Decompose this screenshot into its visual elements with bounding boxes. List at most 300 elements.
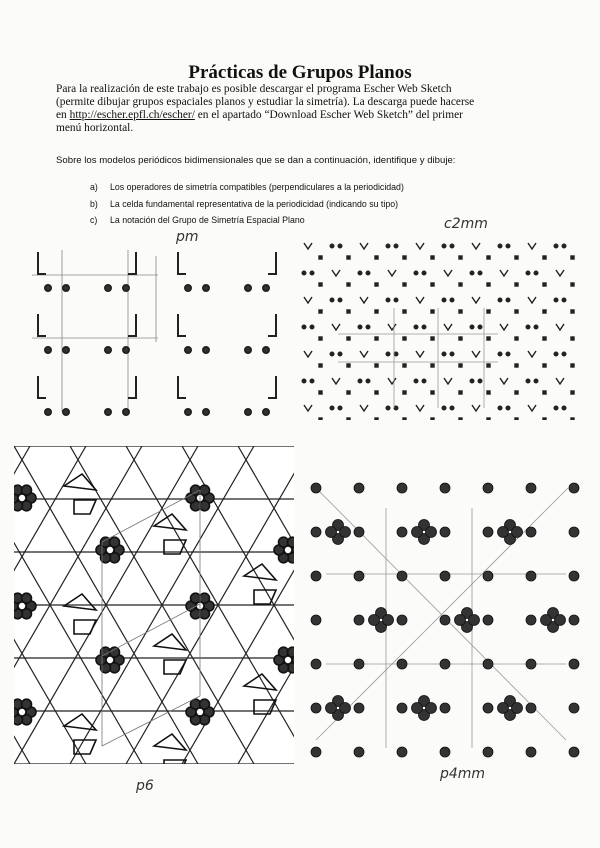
square-motif [375, 418, 378, 420]
handwritten-label-p4mm: p4mm [440, 766, 486, 782]
square-motif [543, 391, 546, 394]
dot-motif [311, 615, 321, 625]
v-motif [556, 324, 564, 330]
flower-petal [512, 527, 523, 538]
dot-motif [569, 571, 579, 581]
dot-motif [123, 409, 129, 415]
v-motif [332, 270, 340, 276]
intro-text: en [56, 109, 67, 121]
dot-motif [414, 379, 418, 383]
square-motif [431, 391, 434, 394]
dot-motif [440, 483, 450, 493]
dot-motif [442, 244, 446, 248]
square-motif [487, 310, 490, 313]
dot-motif [569, 483, 579, 493]
dot-motif [526, 571, 536, 581]
dot-motif [263, 285, 269, 291]
v-motif [444, 324, 452, 330]
square-motif [375, 337, 378, 340]
square-motif [543, 256, 546, 259]
dot-motif [397, 571, 407, 581]
dot-motif [562, 298, 566, 302]
bracket-motif [38, 252, 46, 274]
dot-motif [534, 325, 538, 329]
item-label: c) [90, 215, 98, 225]
dot-motif [526, 527, 536, 537]
dot-motif [526, 747, 536, 757]
v-motif [388, 270, 396, 276]
bracket-motif [128, 252, 136, 274]
item-label: a) [90, 182, 98, 192]
dot-motif [569, 527, 579, 537]
square-motif [487, 337, 490, 340]
square-motif [515, 310, 518, 313]
bracket-motif [268, 376, 276, 398]
v-motif [416, 243, 424, 249]
bracket-motif [128, 376, 136, 398]
square-motif [375, 256, 378, 259]
square-motif [347, 418, 350, 420]
list-item [90, 179, 404, 196]
v-motif [556, 270, 564, 276]
task-list [90, 179, 404, 229]
dot-motif [422, 325, 426, 329]
square-motif [403, 283, 406, 286]
dot-motif [354, 747, 364, 757]
rosette-center [106, 656, 114, 664]
square-motif [403, 310, 406, 313]
dot-motif [394, 352, 398, 356]
v-motif [360, 405, 368, 411]
v-motif [360, 243, 368, 249]
dot-motif [245, 409, 251, 415]
dot-motif [554, 298, 558, 302]
square-motif [571, 391, 574, 394]
v-motif [500, 270, 508, 276]
square-motif [403, 337, 406, 340]
square-motif [459, 391, 462, 394]
dot-motif [302, 379, 306, 383]
dot-motif [386, 298, 390, 302]
dot-motif [302, 325, 306, 329]
square-motif [375, 310, 378, 313]
v-motif [304, 351, 312, 357]
dot-motif [440, 703, 450, 713]
dot-motif [498, 352, 502, 356]
square-motif [459, 256, 462, 259]
dot-motif [245, 285, 251, 291]
v-motif [444, 378, 452, 384]
bracket-motif [268, 314, 276, 336]
dot-motif [562, 352, 566, 356]
instruction-text: Sobre los modelos periódicos bidimensionales que se dan a continuación, identifique y dibuje: [56, 155, 456, 166]
bracket-motif [128, 314, 136, 336]
dot-motif [105, 409, 111, 415]
dot-motif [483, 747, 493, 757]
dot-motif [483, 527, 493, 537]
dot-motif [311, 483, 321, 493]
square-motif [431, 364, 434, 367]
dot-motif [506, 352, 510, 356]
dot-motif [354, 483, 364, 493]
v-motif [472, 243, 480, 249]
square-motif [543, 283, 546, 286]
dot-motif [397, 659, 407, 669]
square-motif [347, 364, 350, 367]
v-motif [304, 297, 312, 303]
bracket-motif [178, 252, 186, 274]
flower-petal [383, 615, 394, 626]
v-motif [416, 405, 424, 411]
dot-motif [506, 298, 510, 302]
dot-motif [185, 347, 191, 353]
square-motif [319, 391, 322, 394]
dot-motif [526, 271, 530, 275]
square-motif [515, 283, 518, 286]
item-text: La notación del Grupo de Simetría Espacial Plano [110, 215, 305, 225]
dot-motif [534, 379, 538, 383]
pattern-p6 [14, 446, 294, 764]
square-motif [347, 310, 350, 313]
dot-motif [414, 271, 418, 275]
dot-motif [483, 483, 493, 493]
dot-motif [338, 298, 342, 302]
dot-motif [394, 406, 398, 410]
rosette-center [284, 656, 292, 664]
dot-motif [442, 406, 446, 410]
dot-motif [105, 347, 111, 353]
dot-motif [470, 325, 474, 329]
dot-motif [498, 406, 502, 410]
dot-motif [506, 244, 510, 248]
dot-motif [338, 406, 342, 410]
dot-motif [450, 244, 454, 248]
square-motif [571, 364, 574, 367]
dot-motif [263, 347, 269, 353]
flower-petal [426, 527, 437, 538]
square-motif [487, 391, 490, 394]
intro-line: (permite dibujar grupos espaciales planos y estudiar la simetría). La descarga puede hacerse [56, 96, 475, 108]
dot-motif [185, 409, 191, 415]
dot-motif [554, 352, 558, 356]
dot-motif [330, 406, 334, 410]
dot-motif [354, 659, 364, 669]
dot-motif [185, 285, 191, 291]
dot-motif [478, 379, 482, 383]
dot-motif [526, 379, 530, 383]
handwritten-label-pm: pm [176, 229, 199, 245]
square-motif [431, 418, 434, 420]
v-motif [304, 243, 312, 249]
dot-motif [562, 406, 566, 410]
dot-motif [397, 527, 407, 537]
flower-petal [469, 615, 480, 626]
dot-motif [263, 409, 269, 415]
v-motif [360, 297, 368, 303]
dot-motif [483, 659, 493, 669]
v-motif [332, 324, 340, 330]
rosette-center [106, 546, 114, 554]
dot-motif [311, 747, 321, 757]
square-motif [459, 283, 462, 286]
item-text: La celda fundamental representativa de la periodicidad (indicando su tipo) [110, 198, 399, 209]
dot-motif [203, 409, 209, 415]
square-motif [571, 283, 574, 286]
dot-motif [354, 571, 364, 581]
dot-motif [330, 244, 334, 248]
square-motif [515, 337, 518, 340]
dot-motif [534, 271, 538, 275]
flower-petal [326, 527, 337, 538]
dot-motif [366, 379, 370, 383]
dot-motif [554, 244, 558, 248]
square-motif [403, 418, 406, 420]
dot-motif [478, 325, 482, 329]
square-motif [487, 364, 490, 367]
dot-motif [440, 615, 450, 625]
flower-petal [412, 703, 423, 714]
dot-motif [440, 747, 450, 757]
square-motif [375, 364, 378, 367]
dot-motif [123, 347, 129, 353]
dot-motif [450, 298, 454, 302]
pattern-p4mm [306, 478, 584, 762]
square-motif [487, 283, 490, 286]
dot-motif [483, 571, 493, 581]
dot-motif [386, 406, 390, 410]
v-motif [528, 405, 536, 411]
dot-motif [330, 352, 334, 356]
square-motif [515, 256, 518, 259]
square-motif [375, 391, 378, 394]
dot-motif [440, 659, 450, 669]
flower-petal [541, 615, 552, 626]
dot-motif [506, 406, 510, 410]
rosette-center [18, 708, 26, 716]
square-motif [543, 337, 546, 340]
dot-motif [397, 483, 407, 493]
dot-motif [386, 244, 390, 248]
flower-petal [369, 615, 380, 626]
dot-motif [354, 615, 364, 625]
v-motif [332, 378, 340, 384]
square-motif [319, 283, 322, 286]
flower-petal [455, 615, 466, 626]
square-motif [403, 256, 406, 259]
dot-motif [358, 325, 362, 329]
dot-motif [442, 298, 446, 302]
dot-motif [358, 271, 362, 275]
dot-motif [63, 409, 69, 415]
page-title: Prácticas de Grupos Planos [188, 62, 412, 83]
square-motif [431, 337, 434, 340]
v-motif [388, 324, 396, 330]
dot-motif [526, 703, 536, 713]
v-motif [304, 405, 312, 411]
dot-motif [354, 703, 364, 713]
dot-motif [203, 285, 209, 291]
bracket-motif [38, 376, 46, 398]
flower-petal [340, 703, 351, 714]
dot-motif [394, 244, 398, 248]
dot-motif [478, 271, 482, 275]
v-motif [416, 297, 424, 303]
dot-motif [422, 271, 426, 275]
dot-motif [483, 615, 493, 625]
dot-motif [450, 406, 454, 410]
square-motif [459, 310, 462, 313]
dot-motif [105, 285, 111, 291]
dot-motif [440, 527, 450, 537]
square-motif [403, 364, 406, 367]
escher-link[interactable]: http://escher.epfl.ch/escher/ [69, 109, 195, 121]
v-motif [556, 378, 564, 384]
square-motif [543, 418, 546, 420]
bracket-motif [268, 252, 276, 274]
square-motif [431, 256, 434, 259]
dot-motif [358, 379, 362, 383]
dot-motif [422, 379, 426, 383]
handwritten-label-p6: p6 [136, 778, 154, 794]
v-motif [388, 378, 396, 384]
intro-line [56, 109, 550, 122]
square-motif [319, 310, 322, 313]
square-motif [487, 256, 490, 259]
dot-motif [245, 347, 251, 353]
dot-motif [498, 244, 502, 248]
list-item [90, 196, 404, 213]
dot-motif [414, 325, 418, 329]
dot-motif [123, 285, 129, 291]
flower-petal [512, 703, 523, 714]
dot-motif [394, 298, 398, 302]
pattern-c2mm [298, 238, 582, 420]
v-motif [500, 324, 508, 330]
v-motif [500, 378, 508, 384]
dot-motif [45, 285, 51, 291]
square-motif [571, 418, 574, 420]
square-motif [515, 418, 518, 420]
dot-motif [483, 703, 493, 713]
dot-motif [526, 659, 536, 669]
dot-motif [311, 571, 321, 581]
v-motif [472, 405, 480, 411]
item-label: b) [90, 198, 98, 209]
v-motif [360, 351, 368, 357]
v-motif [528, 351, 536, 357]
dot-motif [526, 325, 530, 329]
bracket-motif [178, 376, 186, 398]
bracket-motif [38, 314, 46, 336]
square-motif [347, 391, 350, 394]
square-motif [571, 256, 574, 259]
dot-motif [526, 615, 536, 625]
square-motif [543, 310, 546, 313]
dot-motif [397, 615, 407, 625]
square-motif [515, 364, 518, 367]
dot-motif [45, 347, 51, 353]
v-motif [472, 297, 480, 303]
square-motif [347, 283, 350, 286]
square-motif [403, 391, 406, 394]
dot-motif [310, 325, 314, 329]
dot-motif [311, 527, 321, 537]
flower-petal [555, 615, 566, 626]
dot-motif [397, 747, 407, 757]
bracket-motif [178, 314, 186, 336]
dot-motif [450, 352, 454, 356]
rosette-center [284, 546, 292, 554]
dot-motif [442, 352, 446, 356]
square-motif [319, 364, 322, 367]
flower-petal [498, 527, 509, 538]
dot-motif [45, 409, 51, 415]
square-motif [319, 418, 322, 420]
list-item [90, 212, 404, 229]
dot-motif [63, 347, 69, 353]
dot-motif [386, 352, 390, 356]
rosette-center [196, 708, 204, 716]
square-motif [543, 364, 546, 367]
square-motif [319, 256, 322, 259]
flower-petal [326, 703, 337, 714]
item-text: Los operadores de simetría compatibles (perpendiculares a la periodicidad) [110, 182, 404, 192]
dot-motif [470, 271, 474, 275]
v-motif [444, 270, 452, 276]
v-motif [528, 243, 536, 249]
dot-motif [366, 271, 370, 275]
intro-text: en el apartado “Download Escher Web Sketch” del primer [197, 109, 463, 121]
dot-motif [302, 271, 306, 275]
handwritten-label-c2mm: c2mm [444, 216, 488, 232]
flower-petal [340, 527, 351, 538]
dot-motif [203, 347, 209, 353]
square-motif [459, 418, 462, 420]
dot-motif [470, 379, 474, 383]
square-motif [459, 337, 462, 340]
dot-motif [554, 406, 558, 410]
dot-motif [526, 483, 536, 493]
dot-motif [397, 703, 407, 713]
dot-motif [354, 527, 364, 537]
dot-motif [311, 703, 321, 713]
v-motif [472, 351, 480, 357]
square-motif [571, 337, 574, 340]
dot-motif [498, 298, 502, 302]
rosette-center [18, 494, 26, 502]
dot-motif [330, 298, 334, 302]
square-motif [431, 283, 434, 286]
dot-motif [569, 659, 579, 669]
square-motif [571, 310, 574, 313]
square-motif [515, 391, 518, 394]
v-motif [528, 297, 536, 303]
intro-line: menú horizontal. [56, 122, 134, 134]
dot-motif [569, 703, 579, 713]
flower-petal [412, 527, 423, 538]
dot-motif [310, 379, 314, 383]
square-motif [375, 283, 378, 286]
dot-motif [562, 244, 566, 248]
square-motif [347, 337, 350, 340]
dot-motif [310, 271, 314, 275]
dot-motif [440, 571, 450, 581]
dot-motif [569, 747, 579, 757]
v-motif [416, 351, 424, 357]
intro-line: Para la realización de este trabajo es posible descargar el programa Escher Web Sketch [56, 83, 452, 95]
flower-petal [426, 703, 437, 714]
intro-paragraph [56, 83, 550, 135]
